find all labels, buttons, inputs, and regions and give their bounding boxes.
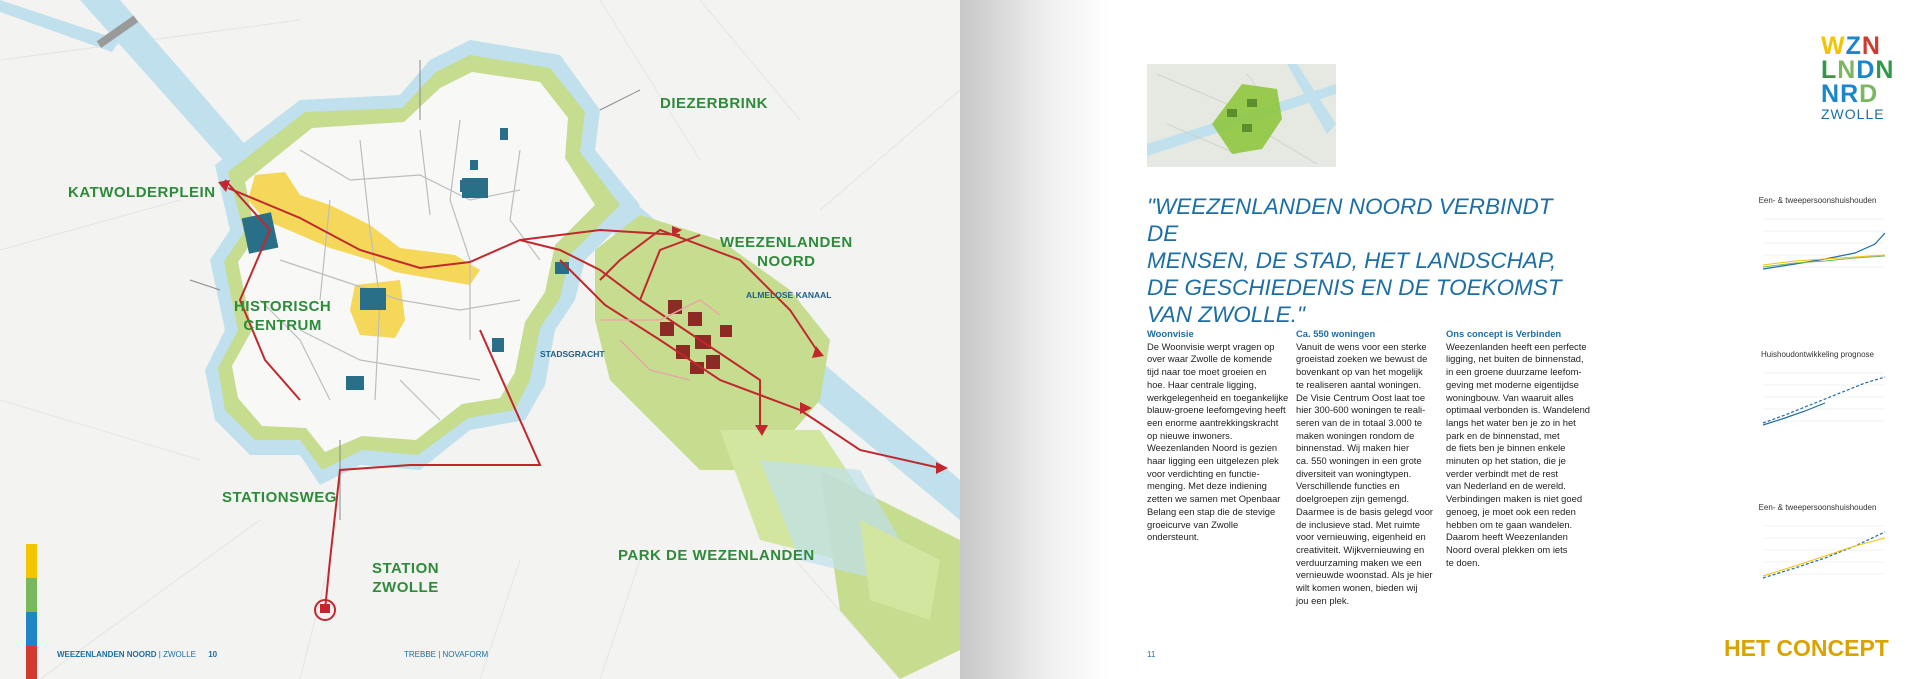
color-strip-yellow (26, 544, 37, 578)
section-title: HET CONCEPT (1724, 635, 1889, 661)
text-line: van Nederland en de wereld. (1446, 480, 1566, 492)
text-line: creativiteit. Wijkvernieuwing en (1296, 543, 1425, 555)
logo-letter: W (1821, 32, 1846, 60)
text-line: optimaal verbonden is. Wandelend (1446, 404, 1591, 416)
text-line: een enorme aantrekkingskracht (1147, 416, 1279, 428)
column-heading: Ca. 550 woningen (1296, 328, 1376, 339)
label-stadsgracht: STADSGRACHT (540, 349, 605, 359)
text-line: in een groene duurzame leefom- (1446, 366, 1582, 378)
left-page-number: 10 (208, 650, 218, 659)
text-line: langs het water ben je zo in het (1446, 416, 1576, 428)
logo-letter: L (1821, 56, 1838, 84)
text-line: Vanuit de wens voor een sterke (1296, 340, 1427, 352)
text-line: Weezenlanden heeft een perfecte (1446, 340, 1587, 352)
logo-letter: D (1859, 80, 1879, 108)
logo-letter: N (1837, 56, 1857, 84)
text-line: ca. 550 woningen in een grote (1296, 455, 1422, 467)
text-line: park en de binnenstad, met (1446, 429, 1560, 441)
text-line: hoe. Haar centrale ligging, (1147, 378, 1257, 390)
text-line: Belang een stap die de stevige (1147, 505, 1276, 517)
text-line: vernieuwde woonstad. Als je hier (1296, 569, 1433, 581)
text-line: voor verdichting en functie- (1147, 467, 1260, 479)
color-strip-blue (26, 612, 37, 646)
left-footer: WEEZENLANDEN NOORD | ZWOLLE 10 (57, 650, 218, 659)
right-page-number: 11 (1147, 650, 1156, 659)
text-line: over waar Zwolle de komende (1147, 353, 1273, 365)
column-woningen (1296, 328, 1441, 607)
text-line: menging. Met deze indiening (1147, 480, 1267, 492)
text-line: genoeg, je moet ook een reden (1446, 505, 1576, 517)
text-line: Verschillende functies en (1296, 480, 1400, 492)
chart-een-tweepersoons-2: Een- & tweepersoonshuishouden (1745, 503, 1890, 603)
text-page (960, 0, 1920, 679)
text-line: wilt komen wonen, bieden wij (1296, 582, 1418, 594)
text-line: werkgelegenheid en toegankelijke (1147, 391, 1289, 403)
column-text (1147, 341, 1292, 544)
text-line: ligging, net buiten de binnenstad, (1446, 353, 1584, 365)
text-line: op nieuwe inwoners. (1147, 429, 1233, 441)
text-line: Weezenlanden Noord is gezien (1147, 442, 1278, 454)
color-strip-red (26, 646, 37, 679)
logo-row (1821, 82, 1893, 106)
chart-een-tweepersoons-1: Een- & tweepersoonshuishouden (1745, 196, 1890, 292)
logo-letter: Z (1845, 32, 1862, 60)
text-line: haar ligging een uitgelezen plek (1147, 455, 1279, 467)
text-line: de fiets ben je binnen enkele (1446, 442, 1566, 454)
text-line: voor vernieuwing, eigenheid en (1296, 531, 1426, 543)
text-line: te realiseren aantal woningen. (1296, 378, 1422, 390)
logo-row (1821, 34, 1893, 58)
text-line: minuten op het station, die je (1446, 455, 1566, 467)
text-line: bovenkant op van het mogelijk (1296, 366, 1423, 378)
column-heading: Woonvisie (1147, 328, 1194, 339)
text-line: jou een plek. (1296, 594, 1350, 606)
label-stationsweg: STATIONSWEG (222, 489, 337, 506)
text-line: De Woonvisie werpt vragen op (1147, 340, 1275, 352)
label-station-zwolle: STATION ZWOLLE (372, 560, 440, 596)
text-line: groeicurve van Zwolle ondersteunt. (1147, 518, 1239, 543)
label-katwolderplein: KATWOLDERPLEIN (68, 184, 216, 201)
text-line: seren van de in totaal 3.000 te (1296, 416, 1423, 428)
pull-quote: "WEEZENLANDEN NOORD VERBINDT DE MENSEN, DE STAD, HET LANDSCHAP, DE GESCHIEDENIS EN DE TOEKOMST VAN ZWOLLE." (1147, 194, 1562, 327)
label-park-de-wezenlanden: PARK DE WEZENLANDEN (618, 547, 815, 564)
label-almelose-kanaal: ALMELOSE KANAAL (746, 290, 832, 300)
logo-letter: R (1840, 80, 1860, 108)
logo-letter: N (1821, 80, 1841, 108)
text-line: Noord overal plekken om iets (1446, 543, 1568, 555)
text-line: doelgroepen zijn gemengd. (1296, 493, 1410, 505)
text-line: verder verbindt met de rest (1446, 467, 1559, 479)
text-line: binnenstad. Wij maken hier (1296, 442, 1410, 454)
logo-letter: N (1875, 56, 1895, 84)
column-concept (1446, 328, 1591, 569)
text-line: tijd naar toe moet groeien en (1147, 366, 1267, 378)
logo-letter: N (1861, 32, 1881, 60)
text-line: de inclusieve stad. Met ruimte (1296, 518, 1421, 530)
text-line: te doen. (1446, 556, 1480, 568)
column-text (1296, 341, 1441, 608)
logo-row (1821, 58, 1893, 82)
text-line: diversiteit van woningtypen. (1296, 467, 1412, 479)
text-line: zetten we samen met Openbaar (1147, 493, 1281, 505)
text-line: geving met moderne eigentijdse (1446, 378, 1579, 390)
credits: TREBBE | NOVAFORM (404, 650, 489, 659)
column-woonvisie (1147, 328, 1292, 544)
label-historisch-centrum: HISTORISCH CENTRUM (234, 298, 332, 334)
column-text (1446, 341, 1591, 570)
label-diezerbrink: DIEZERBRINK (660, 95, 769, 112)
logo-letter: D (1856, 56, 1876, 84)
text-line: Verbindingen maken is niet goed (1446, 493, 1583, 505)
aerial-thumbnail (1147, 64, 1336, 167)
color-strip-green (26, 578, 37, 612)
text-line: Daarom heeft Weezenlanden (1446, 531, 1568, 543)
text-line: hier 300-600 woningen te reali- (1296, 404, 1426, 416)
wzn-logo: WZN LNDN NRD ZWOLLE (1821, 32, 1895, 122)
text-line: De Visie Centrum Oost laat toe (1296, 391, 1426, 403)
column-heading: Ons concept is Verbinden (1446, 328, 1562, 339)
text-line: woningbouw. Van waaruit alles (1446, 391, 1574, 403)
text-line: verduurzaming maken we een (1296, 556, 1422, 568)
label-weezenlanden-noord: WEEZENLANDEN NOORD (720, 234, 853, 270)
chart-huishoudontwikkeling: Huishoudontwikkeling prognose (1745, 350, 1890, 450)
text-line: maken woningen rondom de (1296, 429, 1415, 441)
text-line: Daarmee is de basis gelegd voor (1296, 505, 1434, 517)
text-line: groeistad zoeken we bewust de (1296, 353, 1428, 365)
text-line: hebben om te gaan wandelen. (1446, 518, 1573, 530)
gutter-shadow (960, 0, 1110, 679)
text-line: blauw-groene leefomgeving heeft (1147, 404, 1286, 416)
